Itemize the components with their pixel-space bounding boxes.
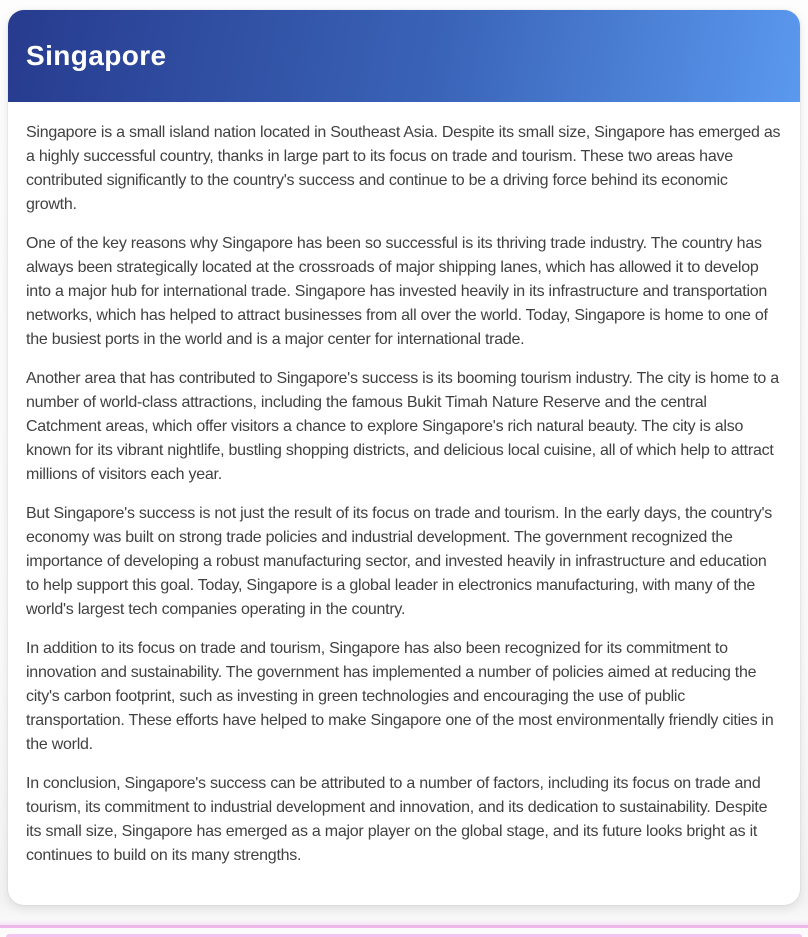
article-paragraph: In conclusion, Singapore's success can be attributed to a number of factors, including its focus on trade and tourism, its commitment to industrial development and innovation, and its dedication to sustainability. Despite its small size, Singapore has emerged as a major player on the global stage, and its future looks bright as it continues to build on its many strengths. [26,775,768,864]
article-card [8,10,800,905]
article-body [8,102,800,898]
article-paragraph: But Singapore's success is not just the result of its focus on trade and tourism. In the early days, the country's economy was built on strong trade policies and industrial development. The government recognized the importance of developing a robust manufacturing sector, and invested heavily in infrastructure and education to help support this goal. Today, Singapore is a global leader in electronics manufacturing, with many of the world's largest tech companies operating in the country. [26,505,772,618]
next-section-divider [0,925,808,928]
article-paragraph: Singapore is a small island nation located in Southeast Asia. Despite its small size, Singapore has emerged as a highly successful country, thanks in large part to its focus on trade and tourism. These two areas have contributed significantly to the country's success and continue to be a driving force behind its economic growth. [26,124,781,213]
article-paragraph: In addition to its focus on trade and tourism, Singapore has also been recognized for its commitment to innovation and sustainability. The government has implemented a number of policies aimed at reducing the city's carbon footprint, such as investing in green technologies and encouraging the use of public transportation. These efforts have helped to make Singapore one of the most environmentally friendly cities in the world. [26,640,774,753]
article-paragraph: One of the key reasons why Singapore has been so successful is its thriving trade industry. The country has always been strategically located at the crossroads of major shipping lanes, which has allowed it to develop into a major hub for international trade. Singapore has invested heavily in its infrastructure and transportation networks, which has helped to attract businesses from all over the world. Today, Singapore is home to one of the busiest ports in the world and is a major center for international trade. [26,235,768,348]
page-title: Singapore [26,40,167,71]
card-header [8,10,800,102]
article-paragraph: Another area that has contributed to Singapore's success is its booming tourism industry. The city is home to a number of world-class attractions, including the famous Bukit Timah Nature Reserve and the central Catchment areas, which offer visitors a chance to explore Singapore's rich natural beauty. The city is also known for its vibrant nightlife, bustling shopping districts, and delicious local cuisine, all of which help to attract millions of visitors each year. [26,370,779,483]
